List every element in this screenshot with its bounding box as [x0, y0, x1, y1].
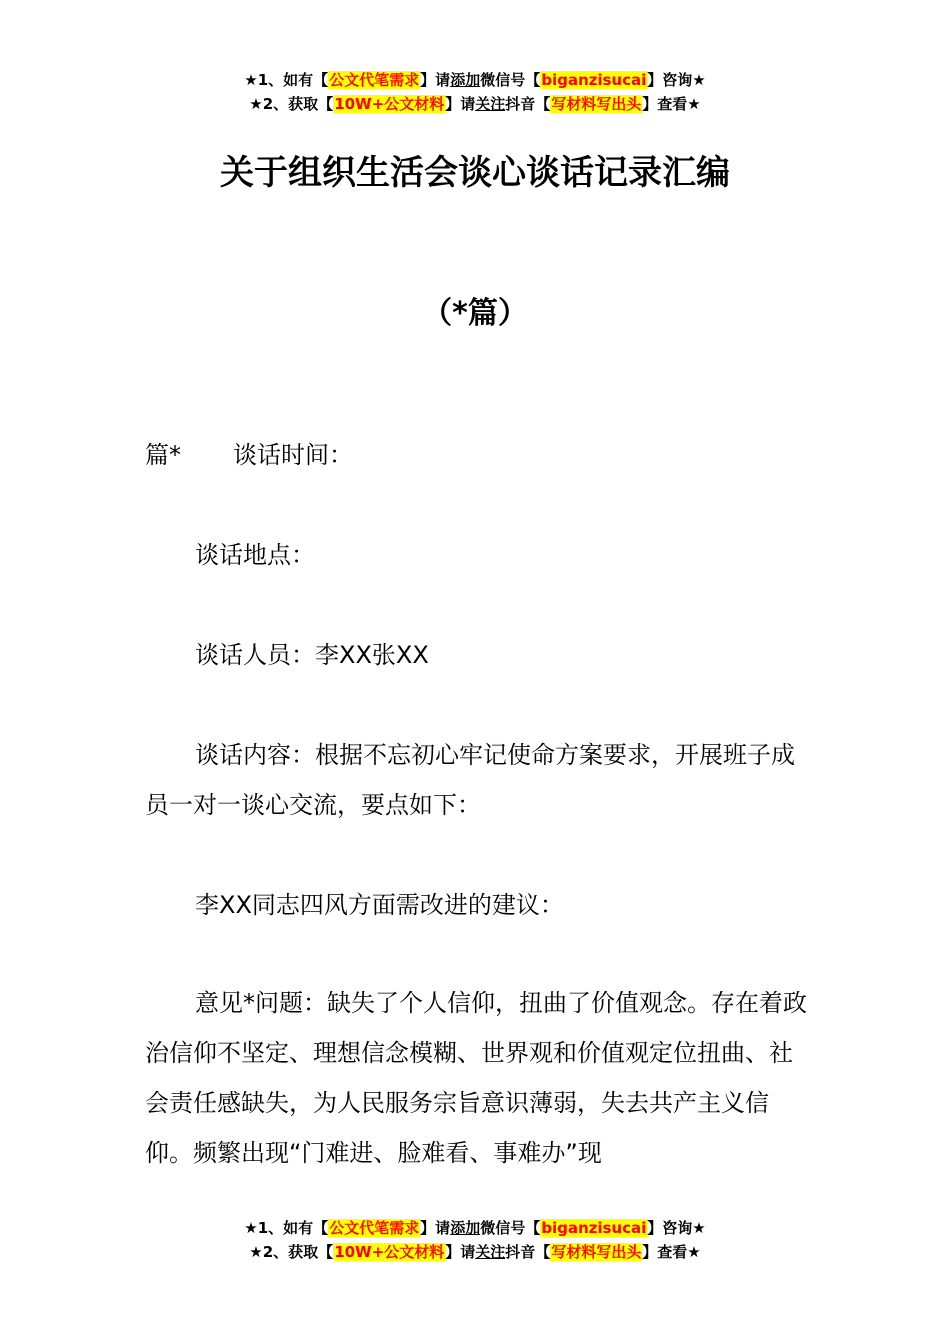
people-paragraph: 谈话人员：李XX张XX	[195, 641, 429, 669]
banner-text: 】咨询★	[647, 1219, 706, 1237]
footer-banner	[0, 1216, 950, 1264]
banner-text: 】咨询★	[647, 71, 706, 89]
banner-underlined: 添加	[450, 1219, 481, 1237]
banner-text: 】请	[420, 71, 451, 89]
banner-text: 】请	[445, 1243, 476, 1261]
place-paragraph: 谈话地点：	[195, 541, 315, 569]
banner-text: 】查看★	[642, 95, 701, 113]
time-label: 谈话时间：	[233, 441, 353, 469]
banner-highlight: 10W+公文材料	[334, 95, 445, 113]
banner-line-2	[0, 1240, 950, 1264]
banner-text: ★1、如有【	[244, 71, 329, 89]
suggestion-heading: 李XX同志四风方面需改进的建议：	[195, 891, 564, 919]
banner-underlined: 关注	[475, 95, 506, 113]
banner-text: 微信号【	[480, 1219, 541, 1237]
banner-text: 】请	[420, 1219, 451, 1237]
banner-line-2	[0, 92, 950, 116]
banner-text: 抖音【	[505, 95, 551, 113]
banner-line-1	[0, 1216, 950, 1240]
banner-wechat-id: biganzisucai	[541, 71, 647, 89]
banner-highlight: 公文代笔需求	[329, 71, 420, 89]
banner-text: ★2、获取【	[249, 1243, 334, 1261]
section-label: 篇*	[145, 441, 181, 469]
opinion-paragraph: 意见*问题：缺失了个人信仰，扭曲了价值观念。存在着政治信仰不坚定、理想信念模糊、世界观和价值观定位扭曲、社会责任感缺失，为人民服务宗旨意识薄弱，失去共产主义信仰。频繁出现“门难进、脸难看、事难办”现	[145, 989, 807, 1167]
header-banner	[0, 68, 950, 116]
banner-text: 微信号【	[480, 71, 541, 89]
banner-text: ★1、如有【	[244, 1219, 329, 1237]
banner-line-1	[0, 68, 950, 92]
banner-highlight: 写材料写出头	[551, 1243, 642, 1261]
banner-highlight: 10W+公文材料	[334, 1243, 445, 1261]
banner-highlight: 写材料写出头	[551, 95, 642, 113]
banner-text: 】请	[445, 95, 476, 113]
section-header-line	[145, 430, 810, 480]
banner-text: 抖音【	[505, 1243, 551, 1261]
banner-underlined: 添加	[450, 71, 481, 89]
banner-text: 】查看★	[642, 1243, 701, 1261]
banner-highlight: 公文代笔需求	[329, 1219, 420, 1237]
banner-underlined: 关注	[475, 1243, 506, 1261]
document-title: 关于组织生活会谈心谈话记录汇编	[220, 153, 730, 193]
content-paragraph: 谈话内容：根据不忘初心牢记使命方案要求，开展班子成员一对一谈心交流，要点如下：	[145, 741, 795, 819]
document-subtitle: （*篇）	[422, 296, 528, 331]
banner-text: ★2、获取【	[249, 95, 334, 113]
banner-wechat-id: biganzisucai	[541, 1219, 647, 1237]
